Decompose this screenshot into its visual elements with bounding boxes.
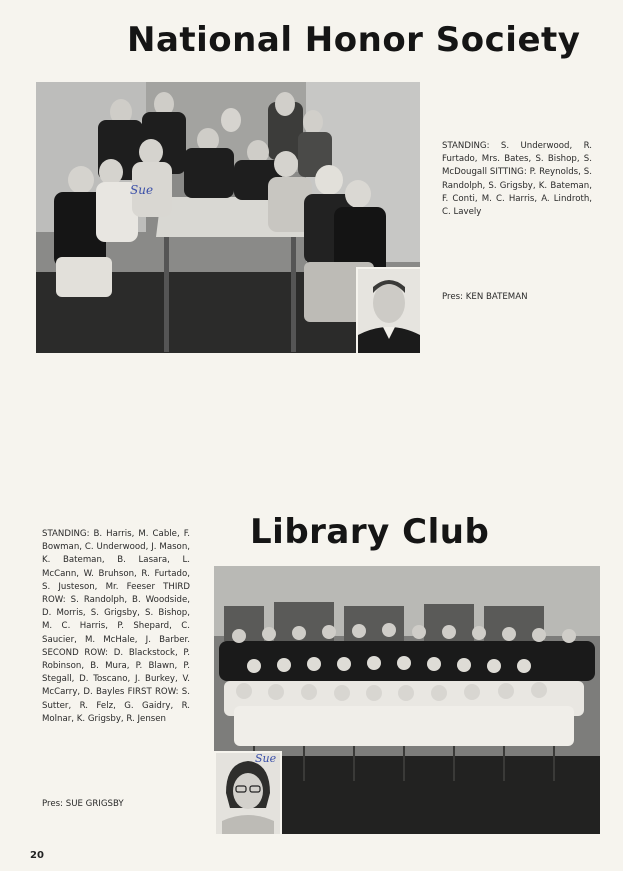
library-club-title: Library Club bbox=[250, 512, 490, 552]
nhs-portrait-figure bbox=[358, 269, 420, 353]
nhs-handwritten-annotation: Sue bbox=[130, 183, 154, 197]
nhs-president-portrait bbox=[356, 267, 422, 355]
nhs-caption: STANDING: S. Underwood, R. Furtado, Mrs. Bates, S. Bishop, S. McDougall SITTING: P. Reynolds, S. Randolph, S. Grigsby, K. Bateman, F. Conti, M. C. Harris, A. Lindroth, C. Lavely bbox=[442, 141, 592, 218]
library-portrait-figure bbox=[216, 753, 280, 834]
nhs-president-label: Pres: KEN BATEMAN bbox=[442, 292, 528, 302]
library-club-caption: STANDING: B. Harris, M. Cable, F. Bowman, C. Underwood, J. Mason, K. Bateman, B. Lasara, L. McCann, W. Bruhson, R. Furtado, S. Justeson, Mr. Feeser THIRD ROW: S. Randolph, B. Woodside, D. Morris, S. Grigsby, S. Bishop, M. C. Harris, P. Shepard, C. Saucier, M. McHale, J. Barber. SECOND ROW: D. Blackstock, P. Robinson, B. Mura, P. Blawn, P. Stegall, D. Toscano, J. Burkey, V. McCarry, D. Bayles FIRST ROW: S. Sutter, R. Felz, G. Gaidry, R. Molnar, K. Grigsby, R. Jensen bbox=[42, 529, 190, 724]
library-club-president-label: Pres: SUE GRIGSBY bbox=[42, 799, 124, 809]
library-handwritten-annotation: Sue bbox=[255, 752, 277, 765]
page-number: 20 bbox=[30, 850, 44, 861]
national-honor-society-title: National Honor Society bbox=[127, 20, 581, 60]
